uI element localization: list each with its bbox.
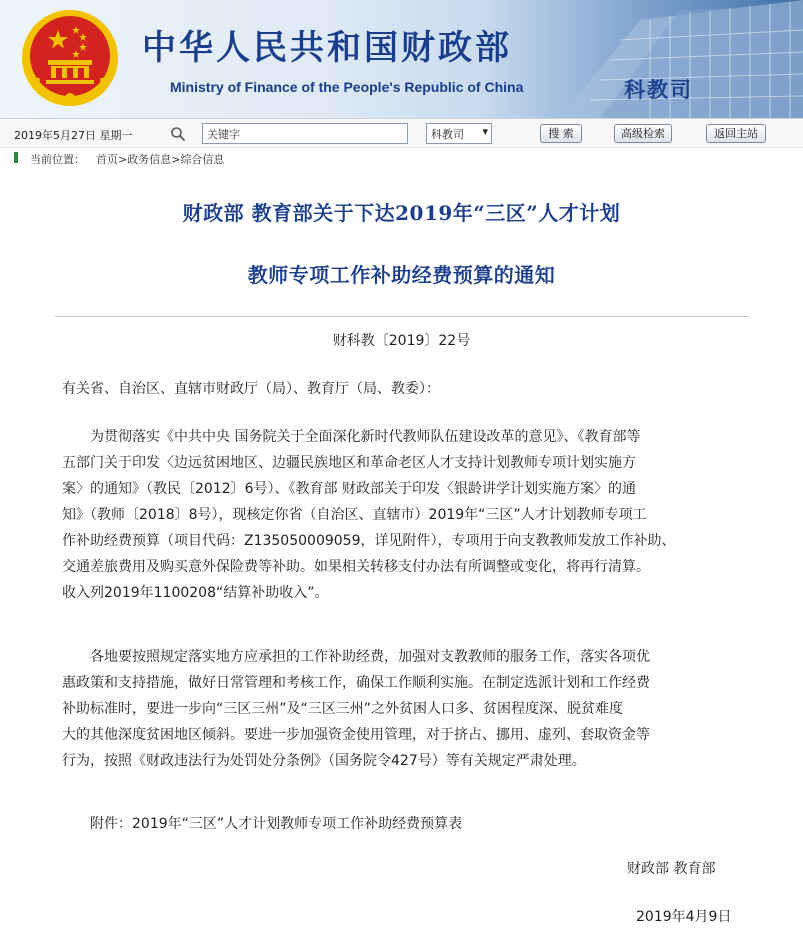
breadcrumb-separator: > [118,153,128,166]
site-title-cn: 中华人民共和国财政部 [142,28,512,68]
breadcrumb-item-home[interactable]: 首页 [96,153,118,166]
breadcrumb-label: 当前位置： [30,153,85,166]
paragraph-line: 大的其他深度贫困地区倾斜。要进一步加强资金使用管理，对于挤占、挪用、虚列、套取资金等 [62,727,650,743]
paragraph-line: 作补助经费预算（项目代码：Z135050009059，详见附件），专项用于向支教教师发放工作补助、 [62,533,676,549]
search-button[interactable]: 搜 索 [540,124,582,143]
breadcrumb-separator: > [171,153,181,166]
attachment-text: 附件：2019年“三区”人才计划教师专项工作补助经费预算表 [90,816,463,832]
document-title-line2: 教师专项工作补助经费预算的通知 [247,263,556,287]
paragraph-1 [62,424,752,606]
paragraph-line: 为贯彻落实《中共中央 国务院关于全面深化新时代教师队伍建设改革的意见》、《教育部等 [90,429,641,445]
department-name: 科教司 [624,77,693,102]
paragraph-line: 补助标准时，要进一步向“三区三州”及“三区三州”之外贫困人口多、贫困程度深、脱贫难度 [62,701,624,717]
header-banner [0,0,803,118]
search-icon[interactable] [170,126,186,142]
breadcrumb-item-general-info[interactable]: 综合信息 [180,153,225,166]
issuer-signature: 财政部 教育部 [627,861,716,877]
current-date: 2019年5月27日 星期一 [14,129,133,142]
paragraph-line: 交通差旅费用及购买意外保险费等补助。如果相关转移支付办法有所调整或变化，将再行清算。 [62,559,650,575]
paragraph-line: 惠政策和支持措施，做好日常管理和考核工作，确保工作顺利实施。在制定选派计划和工作经费 [62,675,650,691]
national-emblem-icon [20,8,120,108]
chevron-down-icon: ▾ [482,125,488,138]
issue-date: 2019年4月9日 [636,909,732,925]
breadcrumb-path [96,151,224,167]
addressee: 有关省、自治区、直辖市财政厅（局）、教育厅（局、教委）： [62,381,440,397]
paragraph-line: 案〉的通知》（教民〔2012〕6号）、《教育部 财政部关于印发〈银龄讲学计划实施方案〉的通 [62,481,636,497]
breadcrumb-marker-icon [14,152,18,163]
attachment-note [62,811,752,837]
site-title-en: Ministry of Finance of the People's Republic of China [170,79,524,95]
return-home-button[interactable]: 返回主站 [706,124,766,143]
document-number: 财科教〔2019〕22号 [332,333,471,349]
paragraph-2 [62,644,752,774]
paragraph-line: 五部门关于印发〈边远贫困地区、边疆民族地区和革命老区人才支持计划教师专项计划实施方 [62,455,636,471]
category-select[interactable] [426,123,492,144]
search-toolbar [0,118,803,148]
paragraph-line: 收入列2019年1100208“结算补助收入”。 [62,585,329,601]
paragraph-line: 行为，按照《财政违法行为处罚处分条例》（国务院令427号）等有关规定严肃处理。 [62,753,586,769]
breadcrumb-item-gov-info[interactable]: 政务信息 [127,153,172,166]
advanced-search-button[interactable]: 高级检索 [614,124,672,143]
title-divider [55,316,749,317]
document-title-line1: 财政部 教育部关于下达2019年“三区”人才计划 [182,201,621,225]
category-select-value: 科教司 [431,128,464,141]
search-input[interactable] [202,123,408,144]
paragraph-line: 知》（教师〔2018〕8号），现核定你省（自治区、直辖市）2019年“三区”人才计划教师专项工 [62,507,647,523]
paragraph-line: 各地要按照规定落实地方应承担的工作补助经费，加强对支教教师的服务工作，落实各项优 [90,649,650,665]
breadcrumb [0,149,803,167]
